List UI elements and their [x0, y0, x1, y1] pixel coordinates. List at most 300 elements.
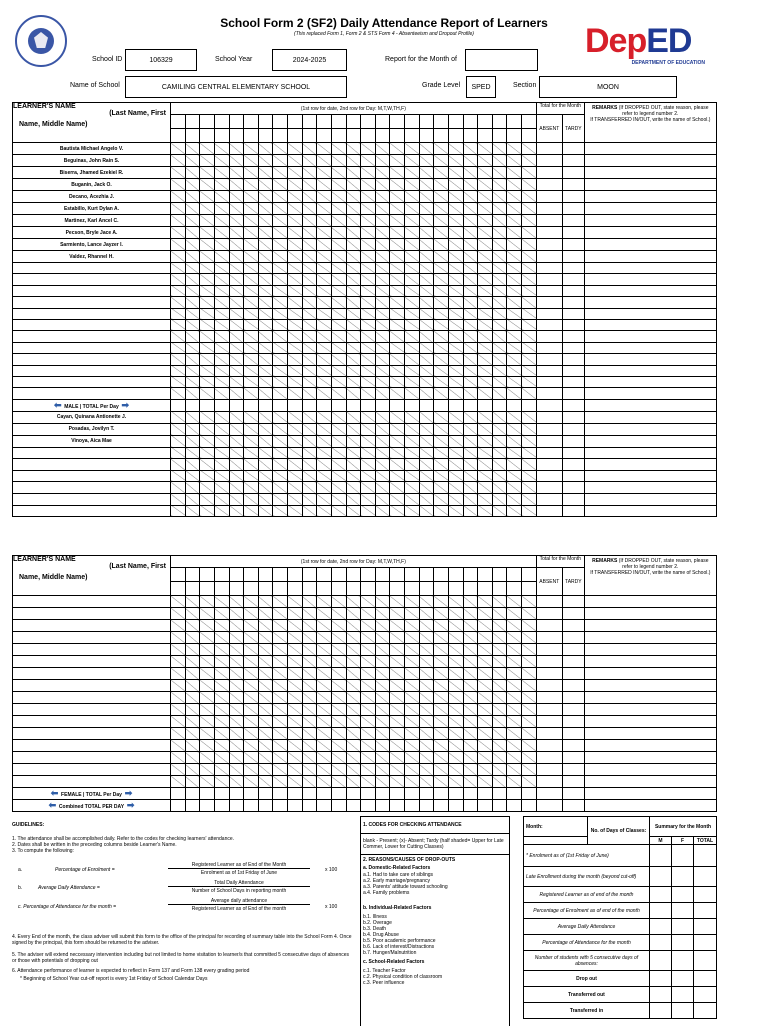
attendance-cell[interactable]	[375, 482, 390, 494]
date-cell[interactable]	[258, 115, 273, 129]
attendance-cell[interactable]	[214, 167, 229, 179]
attendance-cell[interactable]	[171, 668, 186, 680]
attendance-cell[interactable]	[171, 494, 186, 506]
remarks-cell[interactable]	[584, 143, 716, 155]
attendance-cell[interactable]	[273, 692, 288, 704]
attendance-cell[interactable]	[258, 203, 273, 215]
attendance-cell[interactable]	[361, 608, 376, 620]
attendance-cell[interactable]	[258, 692, 273, 704]
attendance-cell[interactable]	[405, 285, 420, 296]
attendance-cell[interactable]	[302, 668, 317, 680]
attendance-cell[interactable]	[258, 656, 273, 668]
absent-total-cell[interactable]	[536, 167, 562, 179]
attendance-cell[interactable]	[390, 692, 405, 704]
tardy-total-cell[interactable]	[562, 319, 584, 330]
date-cell[interactable]	[434, 568, 449, 582]
attendance-cell[interactable]	[522, 354, 537, 365]
attendance-cell[interactable]	[200, 155, 215, 167]
attendance-cell[interactable]	[317, 752, 332, 764]
attendance-cell[interactable]	[317, 167, 332, 179]
attendance-cell[interactable]	[522, 251, 537, 263]
attendance-cell[interactable]	[405, 470, 420, 482]
attendance-cell[interactable]	[434, 167, 449, 179]
attendance-cell[interactable]	[405, 764, 420, 776]
tardy-total-cell[interactable]	[562, 447, 584, 459]
attendance-cell[interactable]	[273, 680, 288, 692]
attendance-cell[interactable]	[448, 331, 463, 342]
attendance-cell[interactable]	[288, 752, 303, 764]
attendance-cell[interactable]	[405, 505, 420, 517]
attendance-cell[interactable]	[185, 251, 200, 263]
attendance-cell[interactable]	[434, 354, 449, 365]
attendance-cell[interactable]	[390, 411, 405, 423]
attendance-cell[interactable]	[361, 215, 376, 227]
absent-total-cell[interactable]	[536, 656, 562, 668]
date-cell[interactable]	[405, 115, 420, 129]
attendance-cell[interactable]	[244, 331, 259, 342]
attendance-cell[interactable]	[434, 191, 449, 203]
remarks-cell[interactable]	[584, 155, 716, 167]
attendance-cell[interactable]	[258, 319, 273, 330]
attendance-cell[interactable]	[288, 376, 303, 387]
attendance-cell[interactable]	[507, 167, 522, 179]
attendance-cell[interactable]	[229, 494, 244, 506]
attendance-cell[interactable]	[244, 740, 259, 752]
attendance-cell[interactable]	[288, 494, 303, 506]
attendance-cell[interactable]	[463, 423, 478, 435]
attendance-cell[interactable]	[273, 342, 288, 353]
attendance-cell[interactable]	[448, 215, 463, 227]
attendance-cell[interactable]	[405, 668, 420, 680]
attendance-cell[interactable]	[288, 776, 303, 788]
attendance-cell[interactable]	[171, 447, 186, 459]
tardy-total-cell[interactable]	[562, 596, 584, 608]
remarks-cell[interactable]	[584, 470, 716, 482]
attendance-cell[interactable]	[331, 620, 346, 632]
attendance-cell[interactable]	[171, 620, 186, 632]
attendance-cell[interactable]	[273, 365, 288, 376]
attendance-cell[interactable]	[375, 423, 390, 435]
attendance-cell[interactable]	[361, 470, 376, 482]
attendance-cell[interactable]	[463, 459, 478, 471]
attendance-cell[interactable]	[478, 764, 493, 776]
attendance-cell[interactable]	[258, 668, 273, 680]
attendance-cell[interactable]	[229, 274, 244, 285]
attendance-cell[interactable]	[317, 764, 332, 776]
attendance-cell[interactable]	[507, 447, 522, 459]
attendance-cell[interactable]	[507, 227, 522, 239]
attendance-cell[interactable]	[522, 728, 537, 740]
attendance-cell[interactable]	[273, 764, 288, 776]
attendance-cell[interactable]	[507, 251, 522, 263]
attendance-cell[interactable]	[507, 716, 522, 728]
attendance-cell[interactable]	[375, 776, 390, 788]
attendance-cell[interactable]	[405, 740, 420, 752]
attendance-cell[interactable]	[434, 179, 449, 191]
attendance-cell[interactable]	[405, 656, 420, 668]
attendance-cell[interactable]	[331, 155, 346, 167]
remarks-cell[interactable]	[584, 494, 716, 506]
summary-value-cell[interactable]	[650, 971, 672, 987]
attendance-cell[interactable]	[448, 274, 463, 285]
attendance-cell[interactable]	[214, 608, 229, 620]
attendance-cell[interactable]	[361, 447, 376, 459]
attendance-cell[interactable]	[375, 632, 390, 644]
attendance-cell[interactable]	[522, 376, 537, 387]
attendance-cell[interactable]	[288, 308, 303, 319]
attendance-cell[interactable]	[346, 227, 361, 239]
attendance-cell[interactable]	[405, 203, 420, 215]
attendance-cell[interactable]	[229, 285, 244, 296]
remarks-cell[interactable]	[584, 608, 716, 620]
attendance-cell[interactable]	[492, 239, 507, 251]
attendance-cell[interactable]	[258, 494, 273, 506]
date-cell[interactable]	[492, 115, 507, 129]
attendance-cell[interactable]	[214, 656, 229, 668]
day-cell[interactable]	[405, 582, 420, 596]
date-cell[interactable]	[390, 115, 405, 129]
attendance-cell[interactable]	[331, 447, 346, 459]
absent-total-cell[interactable]	[536, 459, 562, 471]
attendance-cell[interactable]	[448, 728, 463, 740]
attendance-cell[interactable]	[522, 297, 537, 308]
attendance-cell[interactable]	[390, 203, 405, 215]
day-cell[interactable]	[375, 582, 390, 596]
attendance-cell[interactable]	[522, 620, 537, 632]
attendance-cell[interactable]	[419, 620, 434, 632]
attendance-cell[interactable]	[317, 435, 332, 447]
tardy-total-cell[interactable]	[562, 239, 584, 251]
attendance-cell[interactable]	[390, 728, 405, 740]
attendance-cell[interactable]	[273, 656, 288, 668]
date-cell[interactable]	[317, 568, 332, 582]
attendance-cell[interactable]	[288, 668, 303, 680]
attendance-cell[interactable]	[244, 251, 259, 263]
attendance-cell[interactable]	[522, 143, 537, 155]
attendance-cell[interactable]	[317, 620, 332, 632]
attendance-cell[interactable]	[258, 764, 273, 776]
absent-total-cell[interactable]	[536, 388, 562, 399]
attendance-cell[interactable]	[492, 668, 507, 680]
attendance-cell[interactable]	[317, 459, 332, 471]
attendance-cell[interactable]	[390, 740, 405, 752]
attendance-cell[interactable]	[200, 668, 215, 680]
attendance-cell[interactable]	[317, 143, 332, 155]
attendance-cell[interactable]	[302, 482, 317, 494]
attendance-cell[interactable]	[229, 776, 244, 788]
day-cell[interactable]	[273, 129, 288, 143]
attendance-cell[interactable]	[258, 596, 273, 608]
attendance-cell[interactable]	[492, 227, 507, 239]
attendance-cell[interactable]	[185, 740, 200, 752]
remarks-cell[interactable]	[584, 692, 716, 704]
attendance-cell[interactable]	[361, 285, 376, 296]
attendance-cell[interactable]	[317, 203, 332, 215]
attendance-cell[interactable]	[229, 704, 244, 716]
attendance-cell[interactable]	[522, 319, 537, 330]
attendance-cell[interactable]	[244, 308, 259, 319]
summary-value-cell[interactable]	[672, 1003, 694, 1019]
attendance-cell[interactable]	[200, 482, 215, 494]
attendance-cell[interactable]	[478, 494, 493, 506]
school-id-field[interactable]: 106329	[125, 49, 197, 71]
summary-value-cell[interactable]	[650, 845, 672, 867]
attendance-cell[interactable]	[317, 354, 332, 365]
attendance-cell[interactable]	[522, 470, 537, 482]
attendance-cell[interactable]	[331, 752, 346, 764]
attendance-cell[interactable]	[214, 227, 229, 239]
arrow-left-icon[interactable]: ⬅	[48, 800, 57, 810]
summary-value-cell[interactable]	[650, 1003, 672, 1019]
attendance-cell[interactable]	[273, 505, 288, 517]
day-cell[interactable]	[302, 129, 317, 143]
attendance-cell[interactable]	[361, 297, 376, 308]
attendance-cell[interactable]	[171, 274, 186, 285]
attendance-cell[interactable]	[244, 143, 259, 155]
attendance-cell[interactable]	[390, 388, 405, 399]
attendance-cell[interactable]	[302, 308, 317, 319]
attendance-cell[interactable]	[229, 632, 244, 644]
summary-value-cell[interactable]	[672, 935, 694, 951]
attendance-cell[interactable]	[244, 274, 259, 285]
attendance-cell[interactable]	[302, 167, 317, 179]
attendance-cell[interactable]	[258, 776, 273, 788]
attendance-cell[interactable]	[390, 680, 405, 692]
attendance-cell[interactable]	[463, 728, 478, 740]
attendance-cell[interactable]	[171, 308, 186, 319]
attendance-cell[interactable]	[244, 752, 259, 764]
attendance-cell[interactable]	[317, 505, 332, 517]
attendance-cell[interactable]	[522, 608, 537, 620]
attendance-cell[interactable]	[273, 620, 288, 632]
attendance-cell[interactable]	[200, 459, 215, 471]
attendance-cell[interactable]	[302, 203, 317, 215]
attendance-cell[interactable]	[361, 644, 376, 656]
attendance-cell[interactable]	[288, 319, 303, 330]
absent-total-cell[interactable]	[536, 376, 562, 387]
attendance-cell[interactable]	[463, 239, 478, 251]
attendance-cell[interactable]	[522, 331, 537, 342]
attendance-cell[interactable]	[273, 215, 288, 227]
attendance-cell[interactable]	[171, 215, 186, 227]
attendance-cell[interactable]	[478, 740, 493, 752]
attendance-cell[interactable]	[434, 459, 449, 471]
attendance-cell[interactable]	[419, 470, 434, 482]
attendance-cell[interactable]	[288, 608, 303, 620]
attendance-cell[interactable]	[448, 459, 463, 471]
attendance-cell[interactable]	[214, 411, 229, 423]
attendance-cell[interactable]	[375, 354, 390, 365]
attendance-cell[interactable]	[405, 331, 420, 342]
attendance-cell[interactable]	[200, 656, 215, 668]
attendance-cell[interactable]	[507, 776, 522, 788]
day-cell[interactable]	[171, 129, 186, 143]
attendance-cell[interactable]	[448, 608, 463, 620]
attendance-cell[interactable]	[405, 411, 420, 423]
attendance-cell[interactable]	[419, 167, 434, 179]
attendance-cell[interactable]	[171, 435, 186, 447]
attendance-cell[interactable]	[478, 342, 493, 353]
attendance-cell[interactable]	[185, 388, 200, 399]
attendance-cell[interactable]	[522, 776, 537, 788]
tardy-total-cell[interactable]	[562, 191, 584, 203]
attendance-cell[interactable]	[375, 215, 390, 227]
attendance-cell[interactable]	[522, 447, 537, 459]
attendance-cell[interactable]	[258, 728, 273, 740]
attendance-cell[interactable]	[346, 342, 361, 353]
attendance-cell[interactable]	[375, 752, 390, 764]
attendance-cell[interactable]	[288, 203, 303, 215]
attendance-cell[interactable]	[171, 227, 186, 239]
attendance-cell[interactable]	[200, 764, 215, 776]
summary-value-cell[interactable]	[672, 845, 694, 867]
attendance-cell[interactable]	[331, 596, 346, 608]
attendance-cell[interactable]	[317, 447, 332, 459]
attendance-cell[interactable]	[419, 692, 434, 704]
attendance-cell[interactable]	[229, 435, 244, 447]
attendance-cell[interactable]	[273, 155, 288, 167]
absent-total-cell[interactable]	[536, 308, 562, 319]
attendance-cell[interactable]	[214, 263, 229, 274]
attendance-cell[interactable]	[171, 752, 186, 764]
attendance-cell[interactable]	[434, 692, 449, 704]
attendance-cell[interactable]	[214, 203, 229, 215]
attendance-cell[interactable]	[405, 716, 420, 728]
attendance-cell[interactable]	[229, 376, 244, 387]
date-cell[interactable]	[361, 568, 376, 582]
attendance-cell[interactable]	[434, 365, 449, 376]
attendance-cell[interactable]	[331, 143, 346, 155]
attendance-cell[interactable]	[463, 656, 478, 668]
attendance-cell[interactable]	[200, 680, 215, 692]
attendance-cell[interactable]	[244, 728, 259, 740]
absent-total-cell[interactable]	[536, 470, 562, 482]
attendance-cell[interactable]	[492, 274, 507, 285]
remarks-cell[interactable]	[584, 331, 716, 342]
tardy-total-cell[interactable]	[562, 227, 584, 239]
day-cell[interactable]	[331, 129, 346, 143]
attendance-cell[interactable]	[492, 297, 507, 308]
attendance-cell[interactable]	[361, 263, 376, 274]
tardy-total-cell[interactable]	[562, 365, 584, 376]
date-cell[interactable]	[463, 568, 478, 582]
attendance-cell[interactable]	[258, 285, 273, 296]
day-cell[interactable]	[288, 582, 303, 596]
tardy-total-cell[interactable]	[562, 752, 584, 764]
absent-total-cell[interactable]	[536, 728, 562, 740]
attendance-cell[interactable]	[273, 494, 288, 506]
summary-value-cell[interactable]	[694, 887, 717, 903]
attendance-cell[interactable]	[419, 342, 434, 353]
day-cell[interactable]	[244, 582, 259, 596]
attendance-cell[interactable]	[448, 596, 463, 608]
attendance-cell[interactable]	[302, 494, 317, 506]
attendance-cell[interactable]	[375, 716, 390, 728]
attendance-cell[interactable]	[492, 342, 507, 353]
day-cell[interactable]	[419, 582, 434, 596]
attendance-cell[interactable]	[331, 227, 346, 239]
attendance-cell[interactable]	[244, 376, 259, 387]
attendance-cell[interactable]	[346, 155, 361, 167]
day-cell[interactable]	[317, 129, 332, 143]
attendance-cell[interactable]	[214, 155, 229, 167]
attendance-cell[interactable]	[214, 365, 229, 376]
attendance-cell[interactable]	[522, 155, 537, 167]
attendance-cell[interactable]	[361, 411, 376, 423]
attendance-cell[interactable]	[258, 680, 273, 692]
attendance-cell[interactable]	[405, 274, 420, 285]
attendance-cell[interactable]	[522, 215, 537, 227]
date-cell[interactable]	[331, 568, 346, 582]
attendance-cell[interactable]	[200, 740, 215, 752]
attendance-cell[interactable]	[229, 239, 244, 251]
attendance-cell[interactable]	[244, 155, 259, 167]
attendance-cell[interactable]	[331, 716, 346, 728]
attendance-cell[interactable]	[448, 179, 463, 191]
attendance-cell[interactable]	[229, 716, 244, 728]
attendance-cell[interactable]	[302, 342, 317, 353]
attendance-cell[interactable]	[448, 376, 463, 387]
attendance-cell[interactable]	[229, 692, 244, 704]
attendance-cell[interactable]	[171, 331, 186, 342]
date-cell[interactable]	[214, 115, 229, 129]
remarks-cell[interactable]	[584, 728, 716, 740]
tardy-total-cell[interactable]	[562, 167, 584, 179]
attendance-cell[interactable]	[346, 620, 361, 632]
attendance-cell[interactable]	[214, 692, 229, 704]
attendance-cell[interactable]	[448, 470, 463, 482]
attendance-cell[interactable]	[390, 319, 405, 330]
attendance-cell[interactable]	[448, 203, 463, 215]
attendance-cell[interactable]	[375, 155, 390, 167]
day-cell[interactable]	[492, 582, 507, 596]
attendance-cell[interactable]	[288, 680, 303, 692]
arrow-right-icon[interactable]: ➡	[121, 399, 130, 410]
attendance-cell[interactable]	[302, 251, 317, 263]
tardy-total-cell[interactable]	[562, 354, 584, 365]
attendance-cell[interactable]	[448, 239, 463, 251]
attendance-cell[interactable]	[214, 716, 229, 728]
attendance-cell[interactable]	[346, 704, 361, 716]
attendance-cell[interactable]	[273, 482, 288, 494]
day-cell[interactable]	[244, 129, 259, 143]
attendance-cell[interactable]	[331, 411, 346, 423]
attendance-cell[interactable]	[405, 435, 420, 447]
attendance-cell[interactable]	[185, 728, 200, 740]
attendance-cell[interactable]	[346, 388, 361, 399]
date-cell[interactable]	[478, 568, 493, 582]
remarks-cell[interactable]	[584, 308, 716, 319]
remarks-cell[interactable]	[584, 354, 716, 365]
section-field[interactable]: MOON	[539, 76, 677, 98]
day-cell[interactable]	[200, 582, 215, 596]
attendance-cell[interactable]	[390, 285, 405, 296]
attendance-cell[interactable]	[288, 239, 303, 251]
attendance-cell[interactable]	[214, 632, 229, 644]
summary-value-cell[interactable]	[672, 887, 694, 903]
day-cell[interactable]	[302, 582, 317, 596]
attendance-cell[interactable]	[288, 227, 303, 239]
attendance-cell[interactable]	[288, 365, 303, 376]
remarks-cell[interactable]	[584, 680, 716, 692]
day-cell[interactable]	[317, 582, 332, 596]
attendance-cell[interactable]	[244, 776, 259, 788]
attendance-cell[interactable]	[507, 764, 522, 776]
remarks-cell[interactable]	[584, 423, 716, 435]
attendance-cell[interactable]	[522, 203, 537, 215]
attendance-cell[interactable]	[273, 274, 288, 285]
tardy-total-cell[interactable]	[562, 411, 584, 423]
